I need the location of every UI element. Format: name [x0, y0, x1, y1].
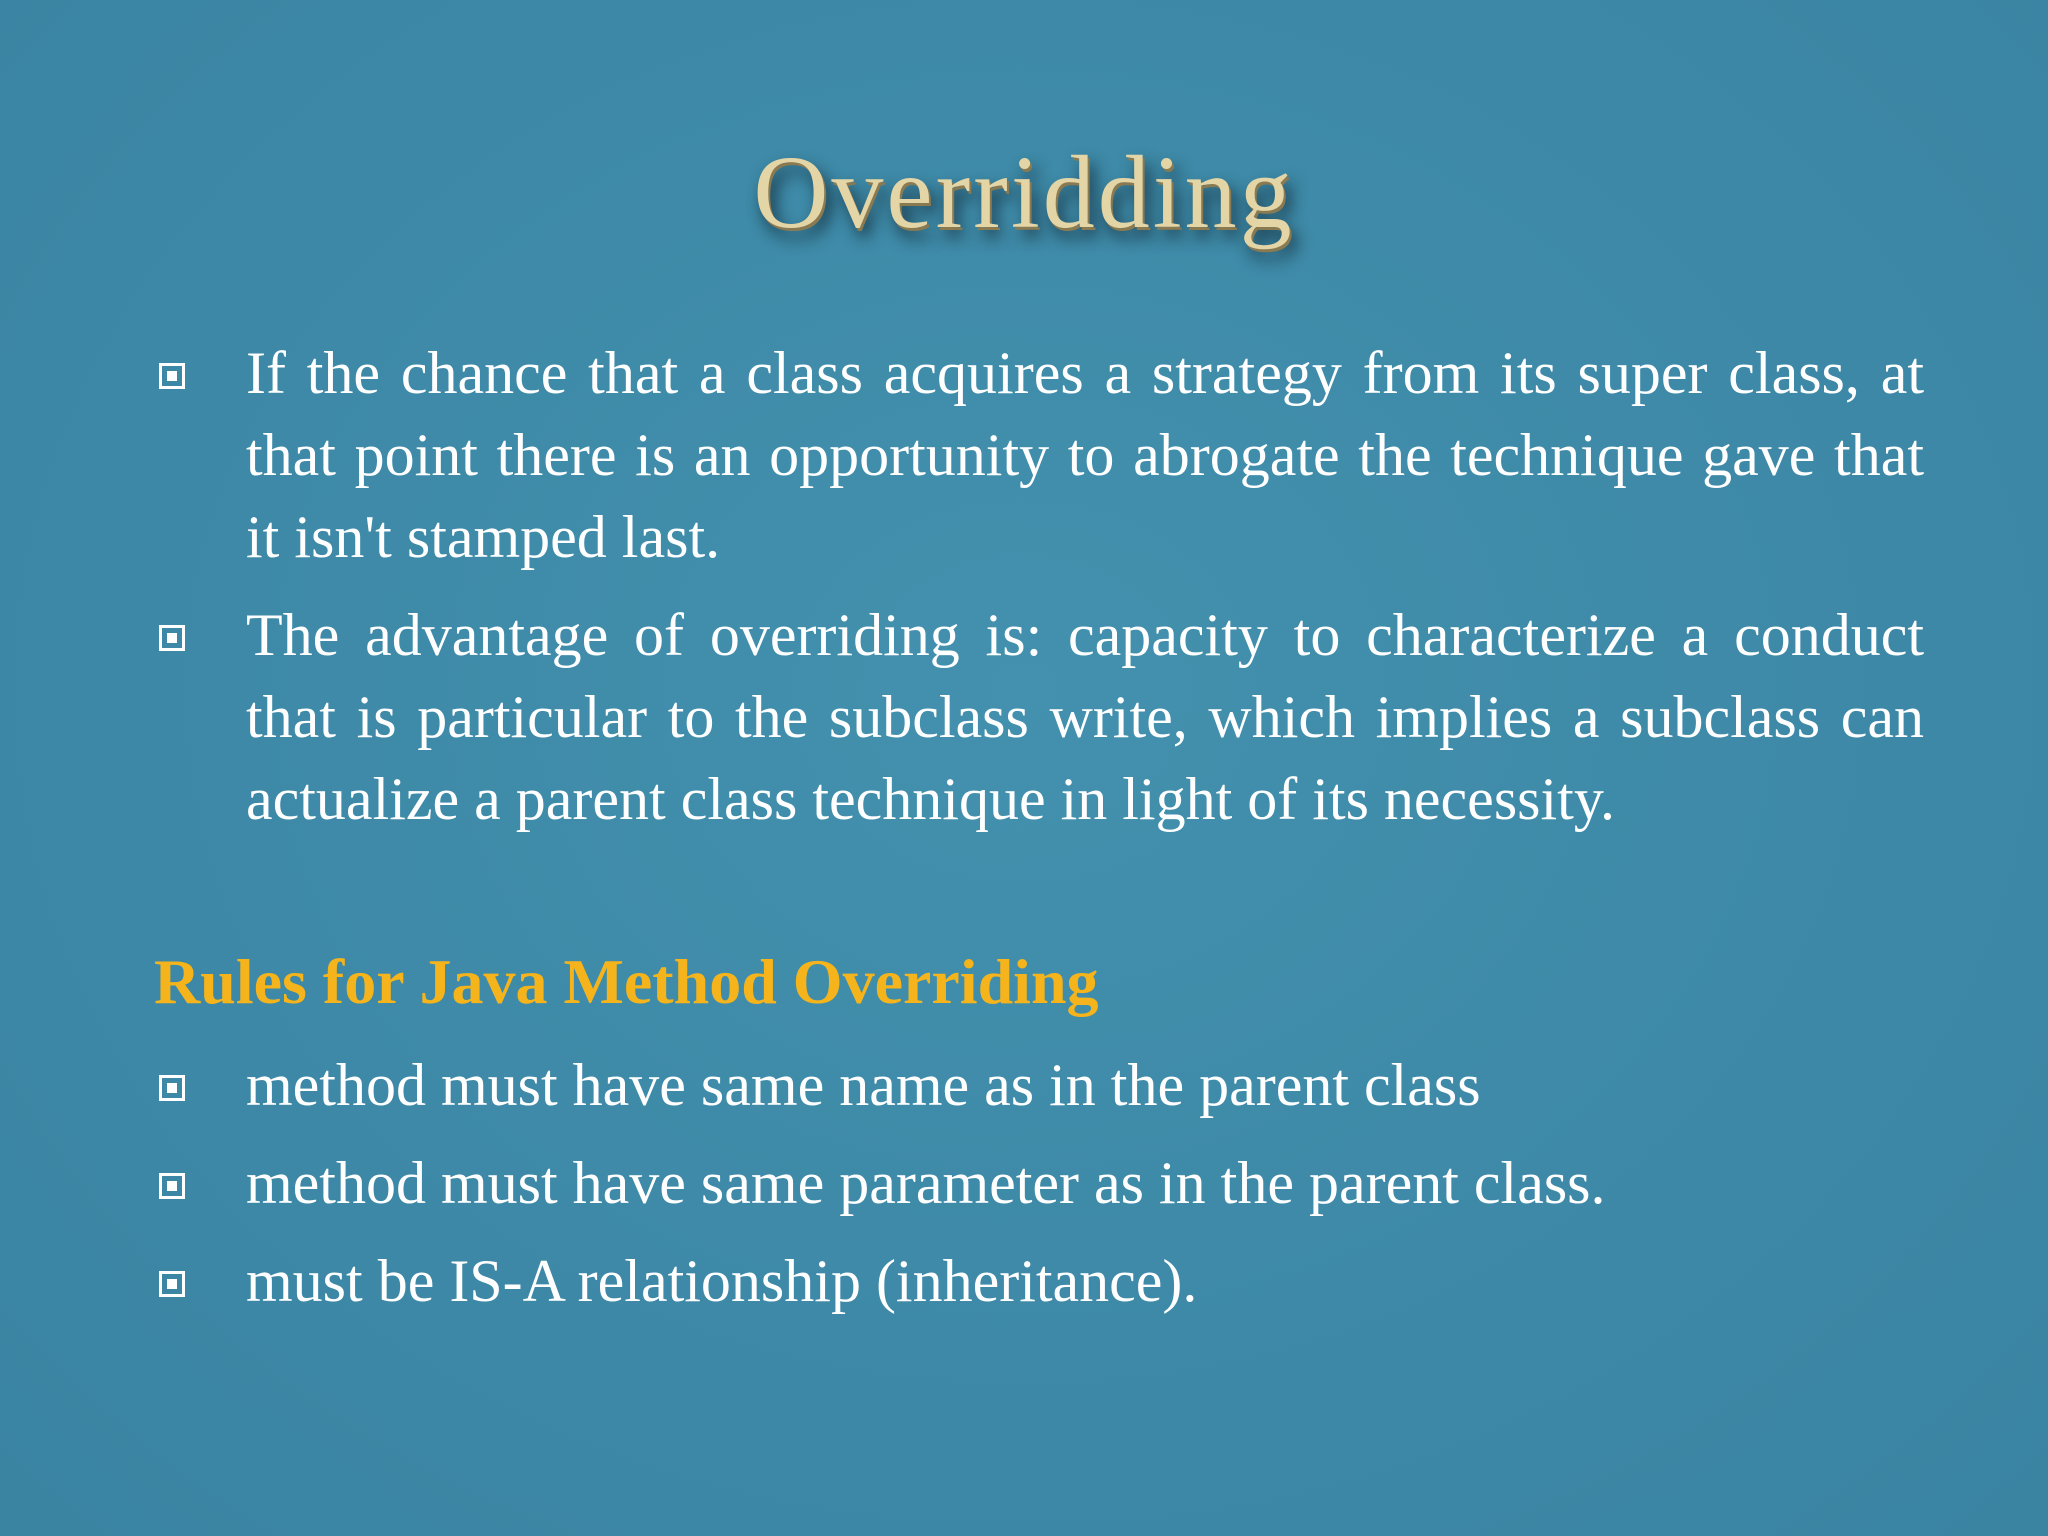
rule-text: must be IS-A relationship (inheritance). [246, 1248, 1198, 1314]
square-bullet-icon [159, 625, 185, 651]
square-bullet-icon [159, 1271, 185, 1297]
rules-heading: Rules for Java Method Overriding [154, 946, 1099, 1017]
bullet-text: If the chance that a class acquires a strategy from its super class, at that point there is an opportunity to abrogate the technique gave that it isn't stamped last. [246, 340, 1924, 570]
rule-text: method must have same name as in the parent class [246, 1052, 1481, 1118]
bullet-text: The advantage of overriding is: capacity to characterize a conduct that is particular to the subclass write, which implies a subclass can actualize a parent class technique in light of its necessity. [246, 602, 1924, 832]
square-bullet-icon [159, 1173, 185, 1199]
square-bullet-icon [159, 363, 185, 389]
slide-title: Overridding [753, 135, 1295, 250]
rule-text: method must have same parameter as in the parent class. [246, 1150, 1606, 1216]
square-bullet-icon [159, 1075, 185, 1101]
